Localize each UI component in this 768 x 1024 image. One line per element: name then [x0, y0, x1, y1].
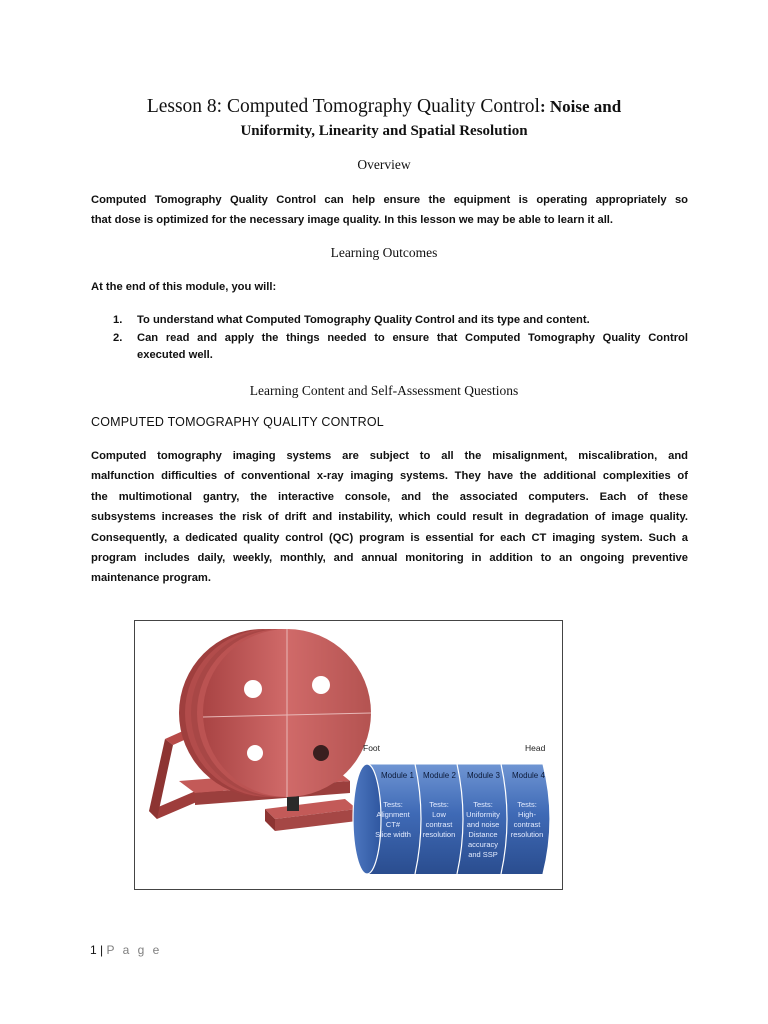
- module-cylinder: [353, 764, 550, 874]
- outcomes-list: [113, 312, 688, 365]
- list-item-text: executed well.: [137, 349, 213, 361]
- module-test-line: Tests:: [383, 800, 403, 809]
- overview-paragraph: [91, 190, 688, 231]
- module-test-line: and SSP: [468, 850, 498, 859]
- module-test-line: Slice width: [375, 830, 411, 839]
- ct-phantom-figure: [134, 620, 563, 890]
- module-test-line: Tests:: [473, 800, 493, 809]
- section-title: COMPUTED TOMOGRAPHY QUALITY CONTROL: [91, 415, 384, 429]
- list-number: 2.: [113, 331, 123, 344]
- page-number: 1: [90, 943, 97, 957]
- content-line: malfunction difficulties of conventional x-ray imaging systems. They have the additional complexities of: [91, 470, 688, 483]
- module-4-label: Module 4: [512, 771, 545, 780]
- lesson-title-main: Lesson 8: Computed Tomography Quality Control: [146, 96, 540, 117]
- module-3-label: Module 3: [467, 771, 500, 780]
- module-test-line: contrast: [425, 820, 453, 829]
- learning-outcomes-heading: Learning Outcomes: [330, 245, 438, 260]
- module-test-line: Tests:: [429, 800, 449, 809]
- content-line: Consequently, a dedicated quality control (QC) program is essential for each CT imaging system. Such a: [91, 531, 688, 544]
- list-item-text: Can read and apply the things needed to ensure that Computed Tomography Quality Control: [137, 331, 688, 344]
- lesson-title: [0, 96, 768, 118]
- outcomes-intro: At the end of this module, you will:: [91, 281, 277, 293]
- module-test-line: accuracy: [467, 840, 499, 849]
- ct-phantom: [179, 629, 371, 797]
- module-test-line: Distance: [468, 830, 498, 839]
- list-item: [113, 312, 688, 330]
- overview-line: that dose is optimized for the necessary image quality. In this lesson we may be able to learn it all.: [91, 214, 614, 227]
- content-line: program includes daily, weekly, monthly, and annual monitoring in addition to an ongoing preventive: [91, 552, 688, 565]
- module-test-line: Alignment: [376, 810, 410, 819]
- module-test-line: Low: [432, 810, 446, 819]
- content-line: maintenance program.: [91, 572, 211, 585]
- lesson-title-suffix: : Noise and: [539, 97, 622, 116]
- page-footer: [90, 943, 162, 957]
- list-item-text: To understand what Computed Tomography Quality Control and its type and content.: [137, 314, 590, 326]
- module-test-line: contrast: [513, 820, 541, 829]
- overview-heading: Overview: [357, 157, 411, 172]
- page-word: P a g e: [106, 943, 162, 957]
- head-label: Head: [525, 743, 546, 753]
- module-test-line: and noise: [466, 820, 500, 829]
- list-item: [113, 330, 688, 365]
- module-test-line: Tests:: [517, 800, 537, 809]
- content-line: the multimotional gantry, the interactive console, and the associated computers. Each of these: [91, 490, 688, 503]
- content-line: Computed tomography imaging systems are subject to all the misalignment, miscalibration, and: [91, 450, 688, 462]
- module-test-line: High-: [518, 810, 536, 819]
- module-test-line: Uniformity: [466, 810, 500, 819]
- learning-content-heading: Learning Content and Self-Assessment Questions: [249, 383, 519, 398]
- module-2-label: Module 2: [423, 771, 456, 780]
- module-test-line: CT#: [385, 820, 401, 829]
- module-test-line: resolution: [422, 830, 456, 839]
- footer-separator: |: [100, 943, 104, 957]
- ct-phantom-illustration: [135, 621, 562, 889]
- module-1-label: Module 1: [381, 771, 414, 780]
- list-number: 1.: [113, 314, 123, 326]
- module-test-line: resolution: [510, 830, 544, 839]
- content-line: subsystems increases the risk of drift and instability, which could result in degradation of image quality.: [91, 511, 688, 524]
- content-paragraph: [91, 446, 688, 589]
- foot-label: Foot: [363, 743, 381, 753]
- lesson-subtitle: Uniformity, Linearity and Spatial Resolution: [240, 123, 528, 139]
- overview-line: Computed Tomography Quality Control can help ensure the equipment is operating appropriately so: [91, 194, 688, 206]
